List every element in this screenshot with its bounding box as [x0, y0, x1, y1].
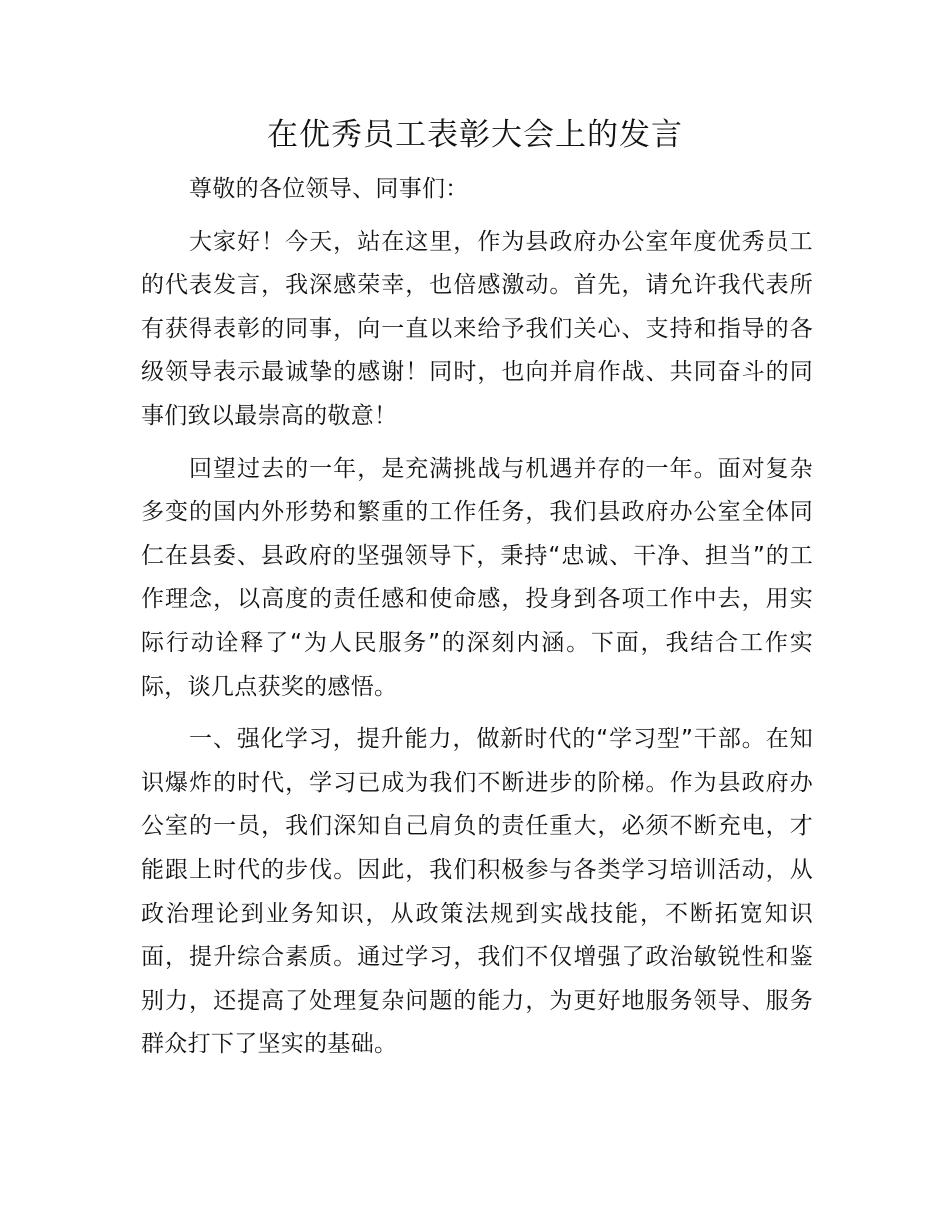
- review-paragraph: 回望过去的一年，是充满挑战与机遇并存的一年。面对复杂多变的国内外形势和繁重的工作任务，我们县政府办公室全体同仁在县委、县政府的坚强领导下，秉持“忠诚、干净、担当”的工作理念，以高度的责任感和使命感，投身到各项工作中去，用实际行动诠释了“为人民服务”的深刻内涵。下面，我结合工作实际，谈几点获奖的感悟。: [141, 455, 813, 700]
- salutation-paragraph: 尊敬的各位领导、同事们：: [189, 176, 469, 202]
- section-one-paragraph: 一、强化学习，提升能力，做新时代的“学习型”干部。在知识爆炸的时代，学习已成为我们不断进步的阶梯。作为县政府办公室的一员，我们深知自己肩负的责任重大，必须不断充电，才能跟上时代的步伐。因此，我们积极参与各类学习培训活动，从政治理论到业务知识，从政策法规到实战技能，不断拓宽知识面，提升综合素质。通过学习，我们不仅增强了政治敏锐性和鉴别力，还提高了处理复杂问题的能力，为更好地服务领导、服务群众打下了坚实的基础。: [141, 726, 813, 1058]
- opening-paragraph: 大家好！今天，站在这里，作为县政府办公室年度优秀员工的代表发言，我深感荣幸，也倍感激动。首先，请允许我代表所有获得表彰的同事，向一直以来给予我们关心、支持和指导的各级领导表示最诚挚的感谢！同时，也向并肩作战、共同奋斗的同事们致以最崇高的敬意！: [141, 228, 813, 429]
- document-body: [141, 168, 813, 1076]
- document-title: 在优秀员工表彰大会上的发言: [267, 117, 683, 153]
